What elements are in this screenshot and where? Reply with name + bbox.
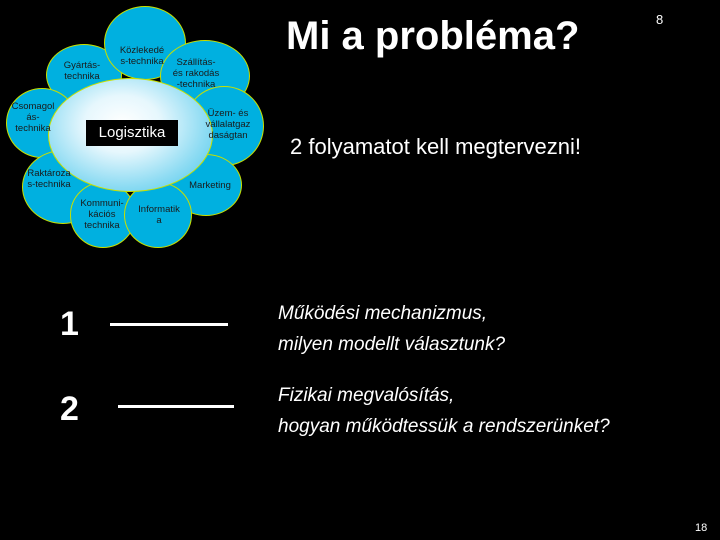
petal-label-kozlekedes: Közlekedé s-technika — [119, 45, 165, 67]
petal-label-raktarozas: Raktároza s-technika — [27, 168, 71, 190]
logistics-diagram — [0, 0, 300, 270]
petal-label-csomagolas: Csomagol ás- technika — [11, 101, 55, 134]
item-2-number: 2 — [60, 390, 79, 428]
petal-label-kommunikacio: Kommuni- kációs technika — [80, 198, 124, 231]
slide-subtitle: 2 folyamatot kell megtervezni! — [290, 134, 582, 159]
petal-label-marketing: Marketing — [189, 180, 231, 191]
item-1-blank-line — [110, 323, 228, 326]
slide-title: Mi a probléma? — [286, 14, 580, 58]
slide-small-number: 8 — [656, 12, 664, 27]
item-2-description: Fizikai megvalósítás, hogyan működtessük a rendszerünket? — [278, 385, 610, 437]
item-1-description: Működési mechanizmus, milyen modellt választunk? — [278, 303, 506, 355]
item-1-number: 1 — [60, 305, 79, 343]
item-2-blank-line — [118, 405, 234, 408]
petal-label-uzem: Üzem- és vállalatgaz daságtan — [205, 108, 251, 141]
petal-label-informatika: Informatik a — [138, 204, 180, 226]
petal-label-szallitas: Szállítás- és rakodás -technika — [172, 57, 220, 90]
petal-label-gyartas: Gyártás- technika — [63, 60, 101, 82]
page-number: 18 — [695, 522, 708, 534]
center-label: Logisztika — [86, 120, 178, 146]
